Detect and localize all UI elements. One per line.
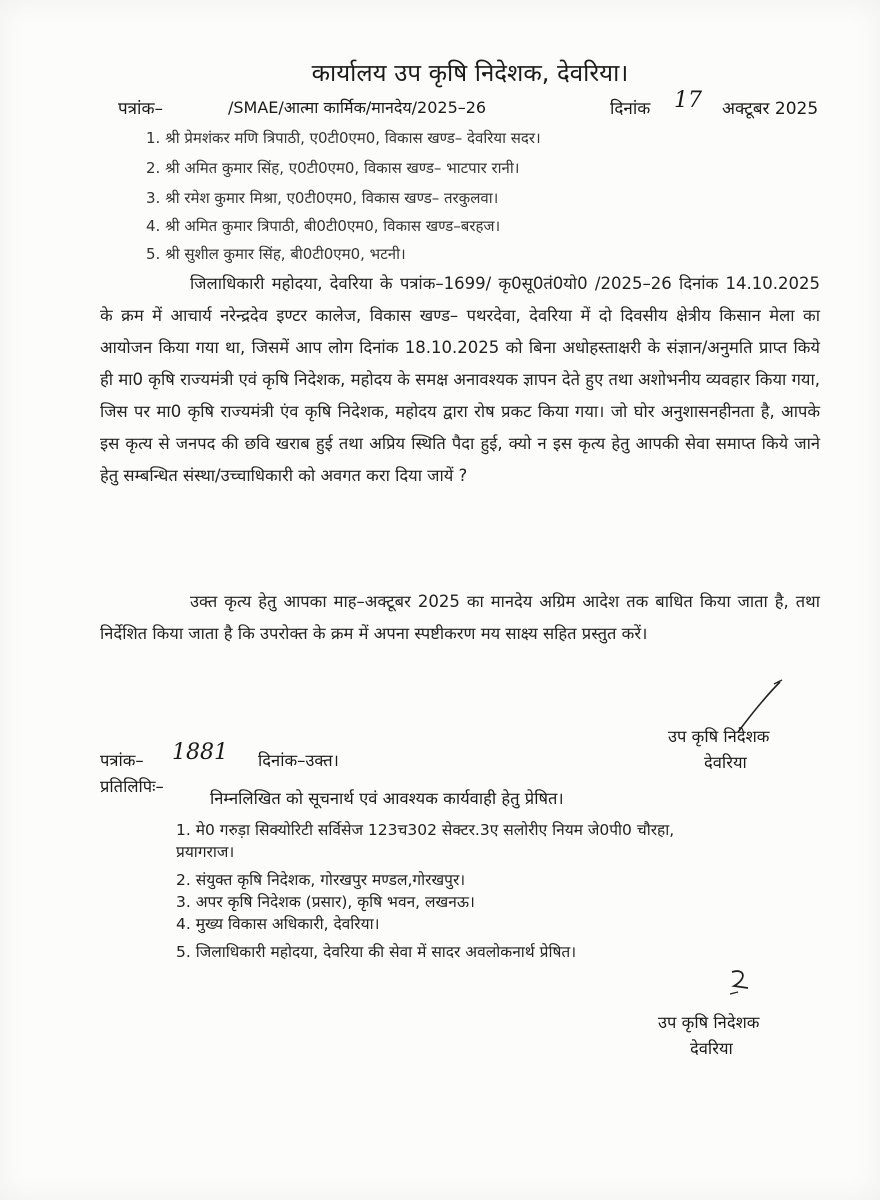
signature-2-designation: उप कृषि निदेशक (658, 1013, 760, 1032)
ref-label: पत्रांक– (118, 99, 163, 119)
date-month-year: अक्टूबर 2025 (722, 99, 819, 119)
cc-intro: निम्नलिखित को सूचनार्थ एवं आवश्यक कार्यवाही हेतु प्रेषित। (210, 789, 564, 808)
cc-recipient-2: 2. संयुक्त कृषि निदेशक, गोरखपुर मण्डल,गोरखपुर। (176, 871, 466, 889)
cc-recipient-3: 3. अपर कृषि निदेशक (प्रसार), कृषि भवन, लखनऊ। (176, 893, 475, 911)
letter-body (100, 268, 820, 492)
body-paragraph-2: उक्त कृत्य हेतु आपका माह–अक्टूबर 2025 का मानदेय अग्रिम आदेश तक बाधित किया जाता है, तथा निर्देशित किया जाता है कि उपरोक्त के क्रम में अपना स्पष्टीकरण मय साक्ष्य सहित प्रस्तुत करें। (100, 592, 820, 643)
addressee-4: 4. श्री अमित कुमार त्रिपाठी, बी0टी0एम0, विकास खण्ड–बरहज। (146, 217, 501, 235)
cc-recipient-1: 1. मे0 गरुड़ा सिक्योरिटी सर्विसेज 123च302 सेक्टर.3ए सलोरीए नियम जे0पी0 चौरहा, (176, 821, 675, 839)
addressee-5: 5. श्री सुशील कुमार सिंह, बी0टी0एम0, भटनी। (146, 245, 406, 263)
cc-recipient-5: 5. जिलाधिकारी महोदया, देवरिया की सेवा में सादर अवलोकनार्थ प्रेषित। (176, 943, 577, 961)
cc-recipient-1-cont: प्रयागराज। (176, 843, 235, 861)
signature-mark-2 (724, 966, 758, 1000)
cc-label: प्रतिलिपिः– (100, 777, 164, 796)
cc-recipient-4: 4. मुख्य विकास अधिकारी, देवरिया। (176, 915, 380, 933)
copy-ref-number: 1881 (172, 740, 228, 765)
signature-1-designation: उप कृषि निदेशक (668, 727, 770, 746)
body-paragraph-1: जिलाधिकारी महोदया, देवरिया के पत्रांक–1699/ कृ0सू0तं0यो0 /2025–26 दिनांक 14.10.2025 के क्रम में आचार्य नरेन्द्रदेव इण्टर कालेज, विकास खण्ड– पथरदेवा, देवरिया में दो दिवसीय क्षेत्रीय किसान मेला का आयोजन किया गया था, जिसमें आप लोग दिनांक 18.10.2025 को बिना अधोहस्ताक्षरी के संज्ञान/अनुमति प्राप्त किये ही मा0 कृषि राज्यमंत्री एवं कृषि निदेशक, महोदय के समक्ष अनावश्यक ज्ञापन देते हुए तथा अशोभनीय व्यवहार किया गया, जिस पर मा0 कृषि राज्यमंत्री एंव कृषि निदेशक, महोदय द्वारा रोष प्रकट किया गया। जो घोर अनुशासनहीनता है, आपके इस कृत्य से जनपद की छवि खराब हुई तथा अप्रिय स्थिति पैदा हुई, क्यो न इस कृत्य हेतु आपकी सेवा समाप्त किये जाने हेतु सम्बन्धित संस्था/उच्चाधिकारी को अवगत करा दिया जायें ? (100, 274, 820, 485)
signature-2-place: देवरिया (690, 1039, 733, 1058)
copy-ref-label: पत्रांक– (100, 751, 144, 770)
addressee-2: 2. श्री अमित कुमार सिंह, ए0टी0एम0, विकास खण्ड– भाटपार रानी। (146, 159, 520, 177)
date-label: दिनांक (610, 99, 651, 119)
addressee-3: 3. श्री रमेश कुमार मिश्रा, ए0टी0एम0, विकास खण्ड– तरकुलवा। (146, 189, 499, 207)
letter-body-2 (100, 586, 820, 650)
addressee-1: 1. श्री प्रेमशंकर मणि त्रिपाठी, ए0टी0एम0, विकास खण्ड– देवरिया सदर। (146, 129, 541, 147)
signature-1-place: देवरिया (704, 753, 747, 772)
date-day: 17 (674, 88, 702, 113)
copy-date: दिनांक–उक्त। (258, 751, 339, 770)
ref-number: /SMAE/आत्मा कार्मिक/मानदेय/2025–26 (228, 98, 487, 117)
office-title: कार्यालय उप कृषि निदेशक, देवरिया। (311, 59, 629, 87)
